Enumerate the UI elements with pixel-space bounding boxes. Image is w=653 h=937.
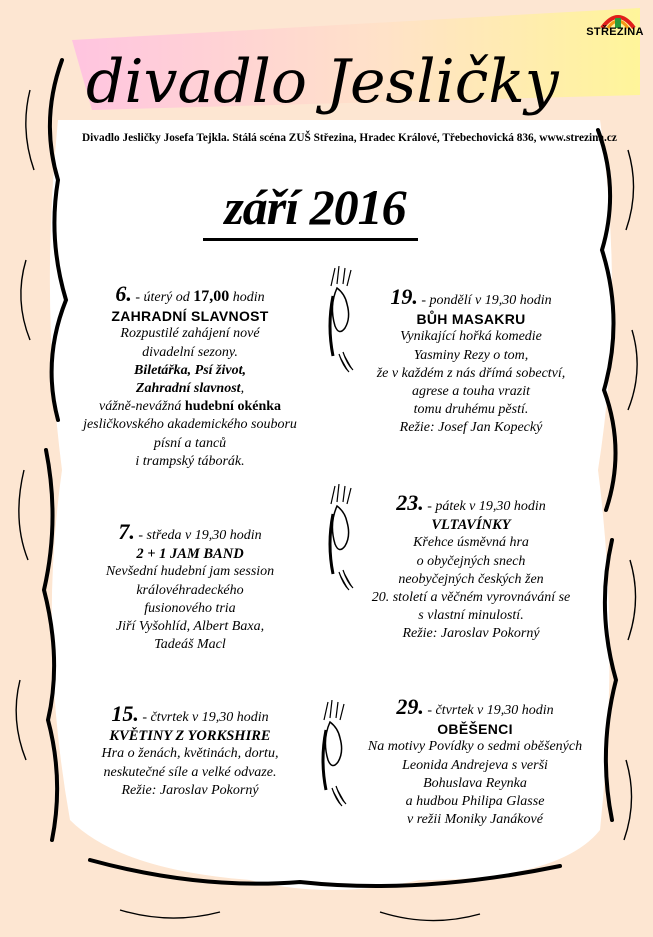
event-when: - čtvrtek v 19,30 hodin (138, 710, 269, 725)
month-title: září 2016 (224, 179, 406, 235)
event-desc: neskutečné síle a velké odvaze. (103, 764, 277, 780)
event-15 (40, 701, 340, 800)
event-desc: Bohuslava Reynka (423, 775, 527, 791)
event-6 (40, 281, 340, 471)
event-desc: , (240, 381, 245, 397)
event-day: 19. (390, 284, 418, 309)
event-desc: neobyčejných českých žen (398, 571, 544, 587)
event-desc: královéhradeckého (136, 582, 244, 598)
event-desc: Nevšední hudební jam session (105, 564, 275, 580)
event-desc: Režie: Jaroslav Pokorný (121, 782, 259, 798)
event-desc: Tadeáš Macl (154, 637, 226, 653)
event-desc: o obyčejných snech (416, 553, 526, 569)
event-day: 23. (396, 490, 424, 515)
event-7 (40, 519, 340, 654)
event-day: 6. (115, 281, 132, 306)
event-desc: Biletářka, Psí život, (134, 362, 246, 378)
event-name: VLTAVÍNKY (431, 517, 511, 534)
event-desc: Leonida Andrejeva s verši (402, 757, 548, 773)
event-desc: v režii Moniky Janákové (407, 812, 543, 828)
event-when: - úterý od (131, 290, 194, 305)
event-desc: Režie: Josef Jan Kopecký (399, 420, 543, 436)
event-desc: 20. století a věčném vyrovnávání se (371, 590, 571, 606)
event-desc: že v každém z nás dřímá sobectví, (376, 365, 566, 381)
event-desc: Křehce úsměvná hra (413, 535, 529, 551)
event-name: OBĚŠENCI (437, 721, 513, 738)
event-desc: vážně-nevážná (98, 399, 185, 415)
event-desc: s vlastní minulostí. (418, 608, 524, 624)
event-name: 2 + 1 JAM BAND (136, 546, 244, 563)
event-desc: a hudbou Philipa Glasse (405, 794, 545, 810)
theatre-title (80, 44, 600, 124)
subtitle: Divadlo Jesličky Josefa Tejkla. Stálá scéna ZUŠ Střezina, Hradec Králové, Třebechovická 836, www.strezina.cz (82, 132, 617, 144)
title-right: Jesličky (326, 47, 559, 117)
event-19 (340, 284, 602, 438)
event-when: - pátek v 19,30 hodin (423, 499, 546, 514)
event-desc: Režie: Jaroslav Pokorný (402, 626, 540, 642)
event-name: KVĚTINY Z YORKSHIRE (109, 728, 271, 745)
event-time: 17,00 (193, 288, 230, 305)
event-desc: Zahradní slavnost (135, 381, 241, 397)
event-desc: agrese a touha vrazit (411, 384, 531, 400)
title-left: divadlo (86, 47, 307, 117)
event-when: - pondělí v 19,30 hodin (417, 293, 552, 308)
event-day: 7. (118, 519, 135, 544)
event-desc: Na motivy Povídky o sedmi oběšených (367, 739, 583, 755)
strezina-logo-icon (588, 6, 648, 44)
event-desc: písní a tanců (153, 435, 227, 451)
event-desc: tomu druhému pěstí. (413, 402, 529, 418)
event-23 (340, 490, 602, 644)
month-underline (203, 238, 418, 241)
event-day: 15. (111, 701, 139, 726)
event-day: 29. (396, 694, 424, 719)
event-desc: divadelní sezony. (142, 344, 238, 360)
event-name: ZAHRADNÍ SLAVNOST (111, 308, 269, 325)
event-desc: Yasminy Rezy o tom, (413, 347, 529, 363)
event-desc: hudební okénka (184, 399, 282, 415)
event-name: BŮH MASAKRU (416, 311, 526, 328)
event-desc: i trampský táborák. (135, 453, 245, 469)
event-29 (340, 694, 610, 829)
event-when: - čtvrtek v 19,30 hodin (423, 703, 554, 718)
logo-text: STŘEZINA (586, 26, 644, 38)
event-when: - středa v 19,30 hodin (134, 528, 262, 543)
event-desc: Hra o ženách, květinách, dortu, (101, 746, 279, 762)
event-desc: jesličkovského akademického souboru (83, 417, 297, 433)
event-desc: fusionového tria (144, 600, 236, 616)
event-desc: Rozpustilé zahájení nové (120, 326, 260, 342)
event-desc: Jiří Vyšohlíd, Albert Baxa, (115, 619, 265, 635)
event-time-suffix: hodin (229, 290, 265, 305)
event-desc: Vynikající hořká komedie (400, 329, 542, 345)
